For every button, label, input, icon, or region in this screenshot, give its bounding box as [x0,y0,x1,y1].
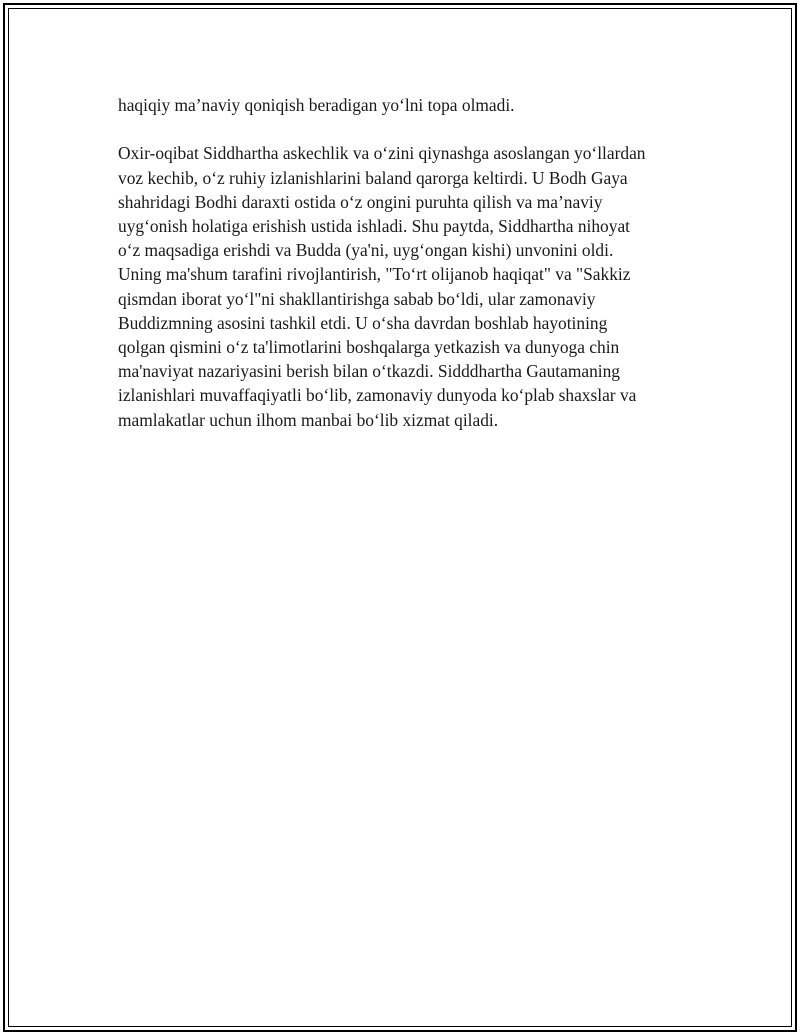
text-line: Oxir-oqibat Siddhartha askechlik va o‘zini qiynashga asoslangan yo‘llardan [118,143,646,164]
text-line: mamlakatlar uchun ilhom manbai bo‘lib xizmat qiladi. [118,409,499,430]
text-line: izlanishlari muvaffaqiyatli bo‘lib, zamonaviy dunyoda ko‘plab shaxslar va [118,385,637,406]
text-line: ma'naviyat nazariyasini berish bilan o‘tkazdi. Sidddhartha Gautamaning [118,361,620,382]
paragraph-2 [118,141,688,431]
paragraph-1 [118,93,688,117]
text-line: Uning ma'shum tarafini rivojlantirish, "To‘rt olijanob haqiqat" va "Sakkiz [118,264,631,285]
text-line: qolgan qismini o‘z ta'limotlarini boshqalarga yetkazish va dunyoga chin [118,337,620,358]
text-line: haqiqiy ma’naviy qoniqish beradigan yo‘lni topa olmadi. [118,95,515,115]
paragraph-spacer [118,117,688,141]
text-line: shahridagi Bodhi daraxti ostida o‘z ongini puruhta qilish va ma’naviy [118,191,603,212]
text-line: uyg‘onish holatiga erishish ustida ishladi. Shu paytda, Siddhartha nihoyat [118,216,630,236]
document-body [118,93,688,432]
text-line: Buddizmning asosini tashkil etdi. U o‘sha davrdan boshlab hayotining [118,312,608,333]
text-line: voz kechib, o‘z ruhiy izlanishlarini baland qarorga keltirdi. U Bodh Gaya [118,167,628,188]
text-line: qismdan iborat yo‘l"ni shakllantirishga sabab bo‘ldi, ular zamonaviy [118,288,596,309]
text-line: o‘z maqsadiga erishdi va Budda (ya'ni, uyg‘ongan kishi) unvonini oldi. [118,240,614,261]
